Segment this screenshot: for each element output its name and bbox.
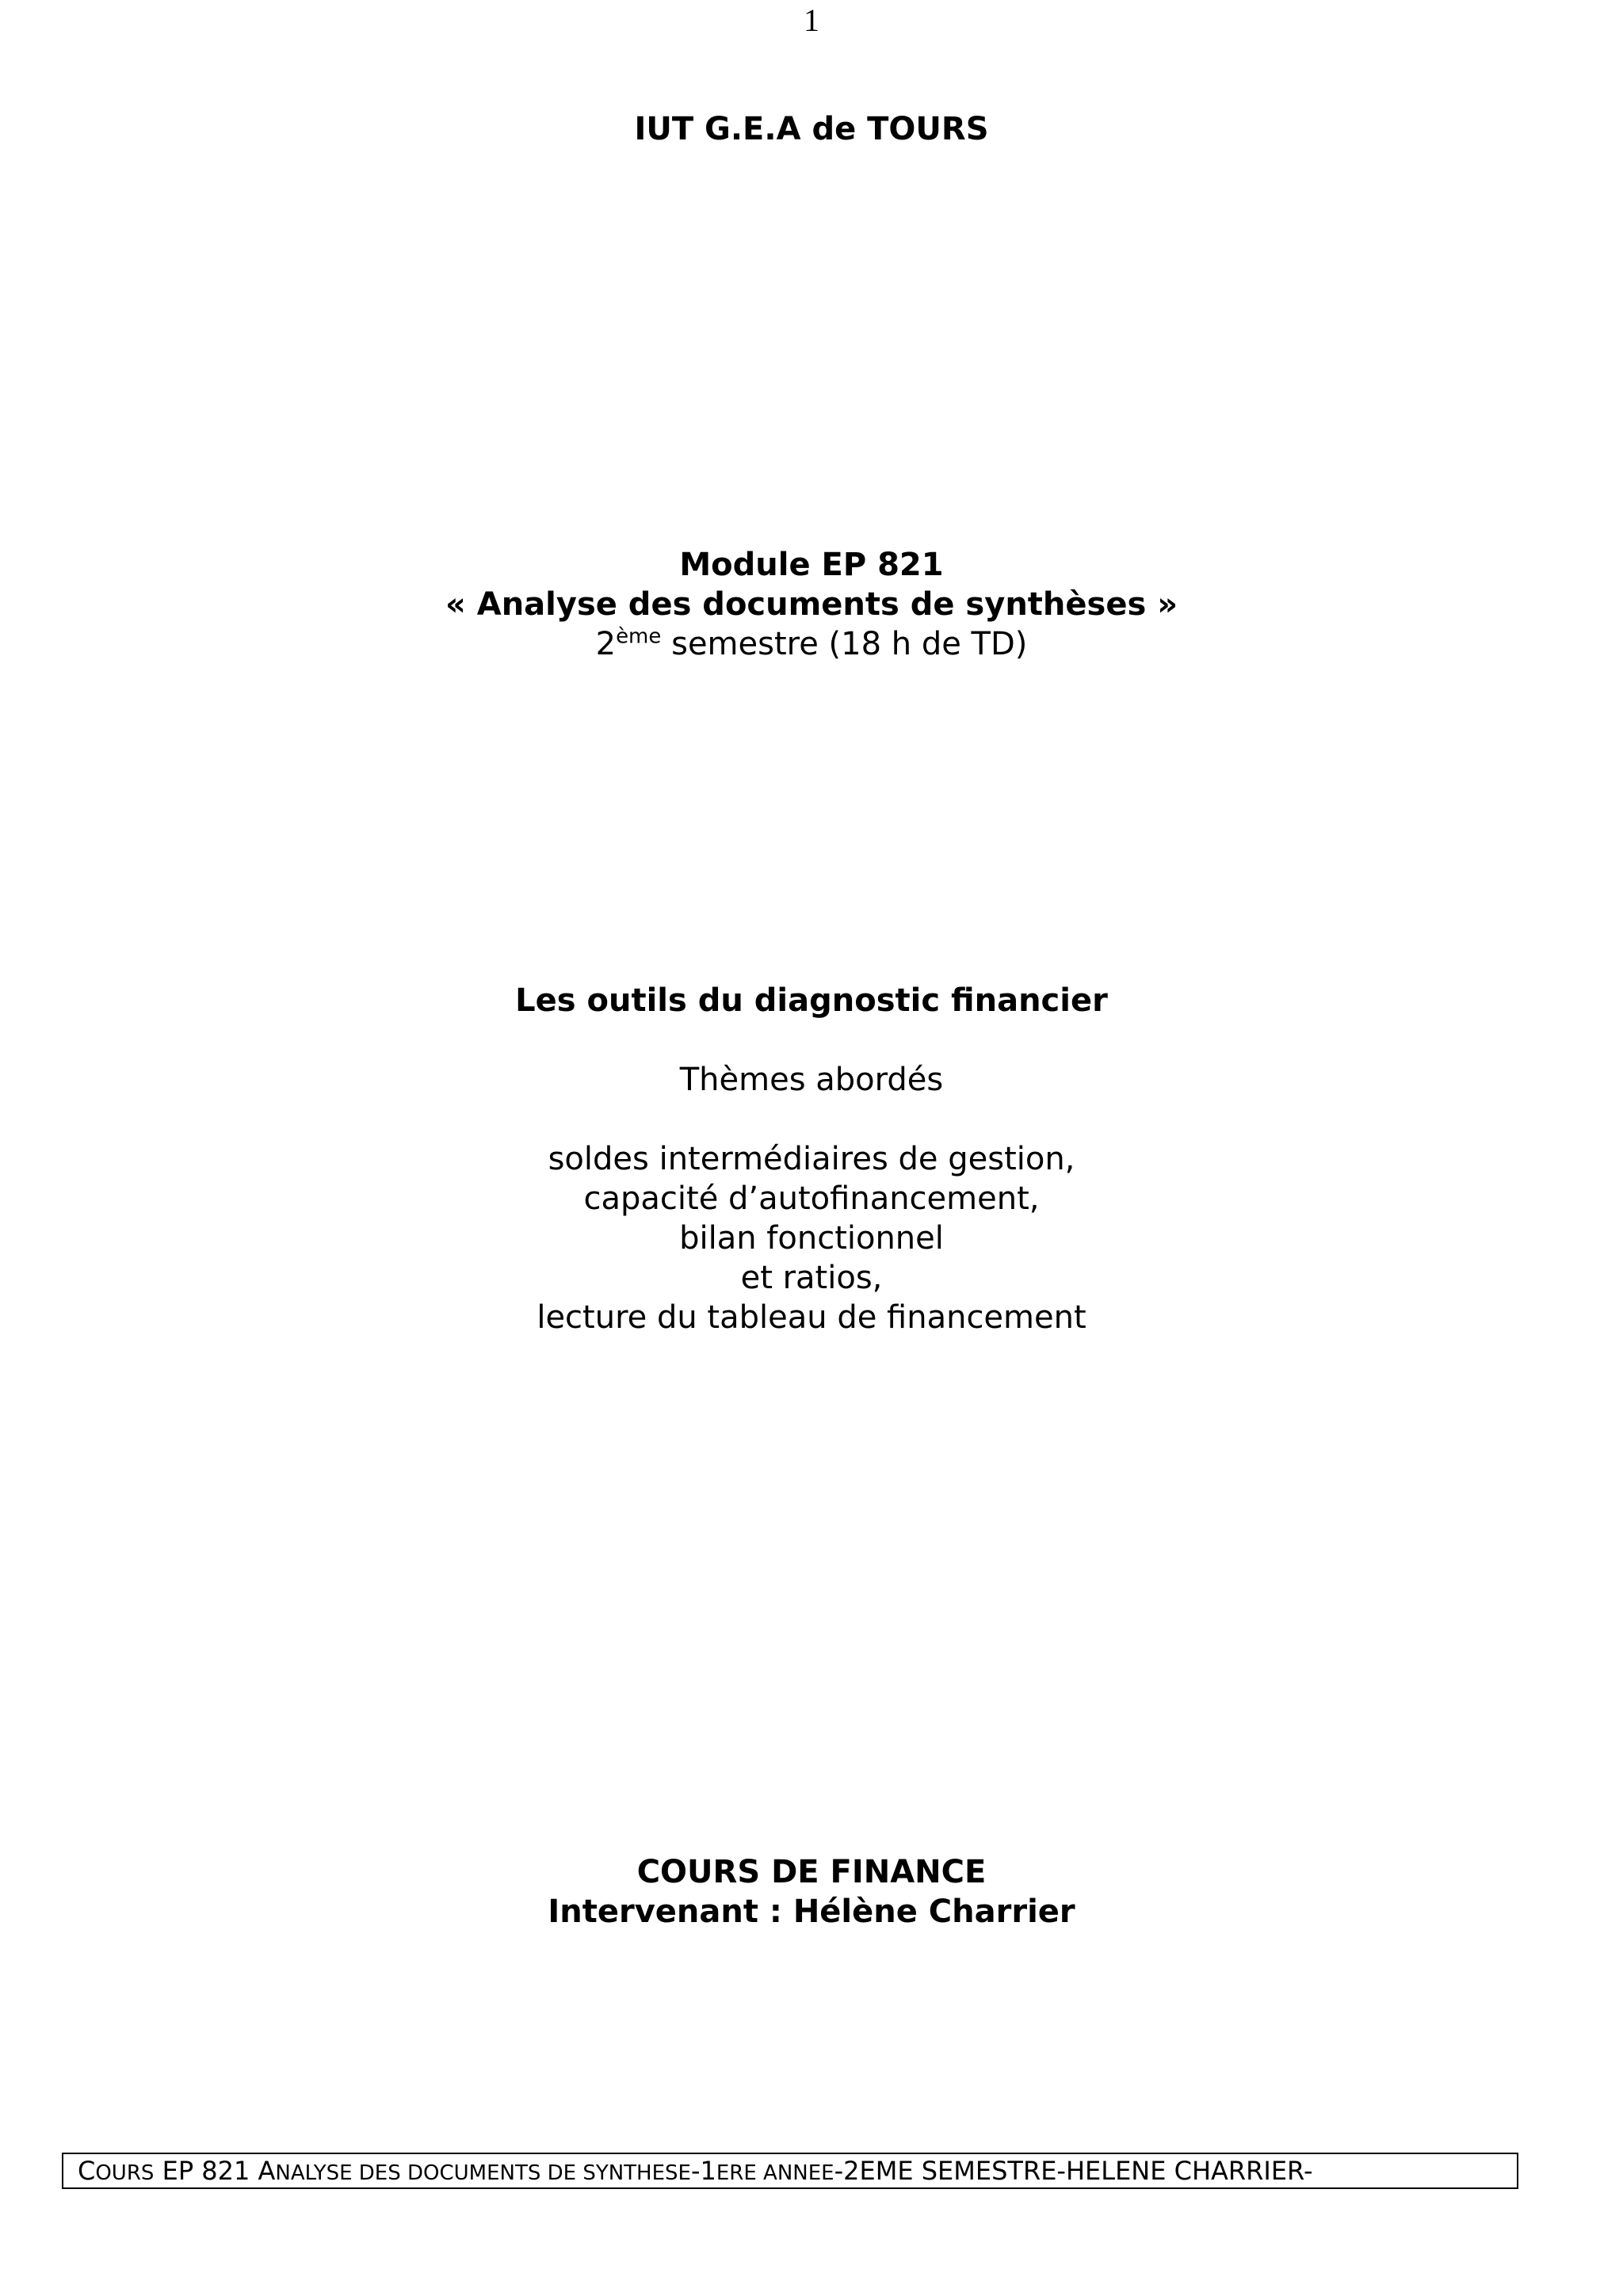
theme-item: soldes intermédiaires de gestion, bbox=[548, 1141, 1075, 1177]
themes-list bbox=[0, 1139, 1623, 1337]
course-block bbox=[0, 1852, 1623, 1932]
footer-part: -2EME SEMESTRE-HELENE CHARRIER- bbox=[834, 2156, 1313, 2186]
footer-part: EP 821 bbox=[154, 2156, 258, 2186]
module-code: Module EP 821 bbox=[679, 547, 944, 583]
footer-part: OURS bbox=[95, 2161, 155, 2185]
theme-item: lecture du tableau de financement bbox=[537, 1299, 1086, 1336]
theme-item: capacité d’autofinancement, bbox=[583, 1180, 1040, 1217]
semester-suffix: ème bbox=[616, 624, 662, 649]
themes-heading: Thèmes abordés bbox=[679, 1062, 944, 1098]
footer-box bbox=[62, 2153, 1518, 2189]
course-instructor: Intervenant : Hélène Charrier bbox=[548, 1894, 1075, 1930]
module-semester bbox=[0, 624, 1623, 664]
semester-rest: semestre (18 h de TD) bbox=[661, 626, 1028, 662]
theme-item: et ratios, bbox=[740, 1260, 883, 1296]
module-block bbox=[0, 545, 1623, 664]
course-title: COURS DE FINANCE bbox=[636, 1854, 987, 1890]
tools-title: Les outils du diagnostic financier bbox=[515, 982, 1108, 1019]
semester-number: 2 bbox=[595, 626, 617, 662]
theme-item: bilan fonctionnel bbox=[679, 1220, 944, 1257]
footer-part: C bbox=[78, 2156, 96, 2186]
institution-title: IUT G.E.A de TOURS bbox=[634, 111, 989, 147]
footer-part: -1 bbox=[690, 2156, 716, 2186]
footer-part: A bbox=[258, 2156, 276, 2186]
page-number: 1 bbox=[804, 2, 819, 38]
footer-part: NALYSE DES DOCUMENTS DE SYNTHESE bbox=[275, 2161, 691, 2185]
module-title: « Analyse des documents de synthèses » bbox=[445, 586, 1178, 623]
footer-part: ERE ANNEE bbox=[716, 2161, 834, 2185]
